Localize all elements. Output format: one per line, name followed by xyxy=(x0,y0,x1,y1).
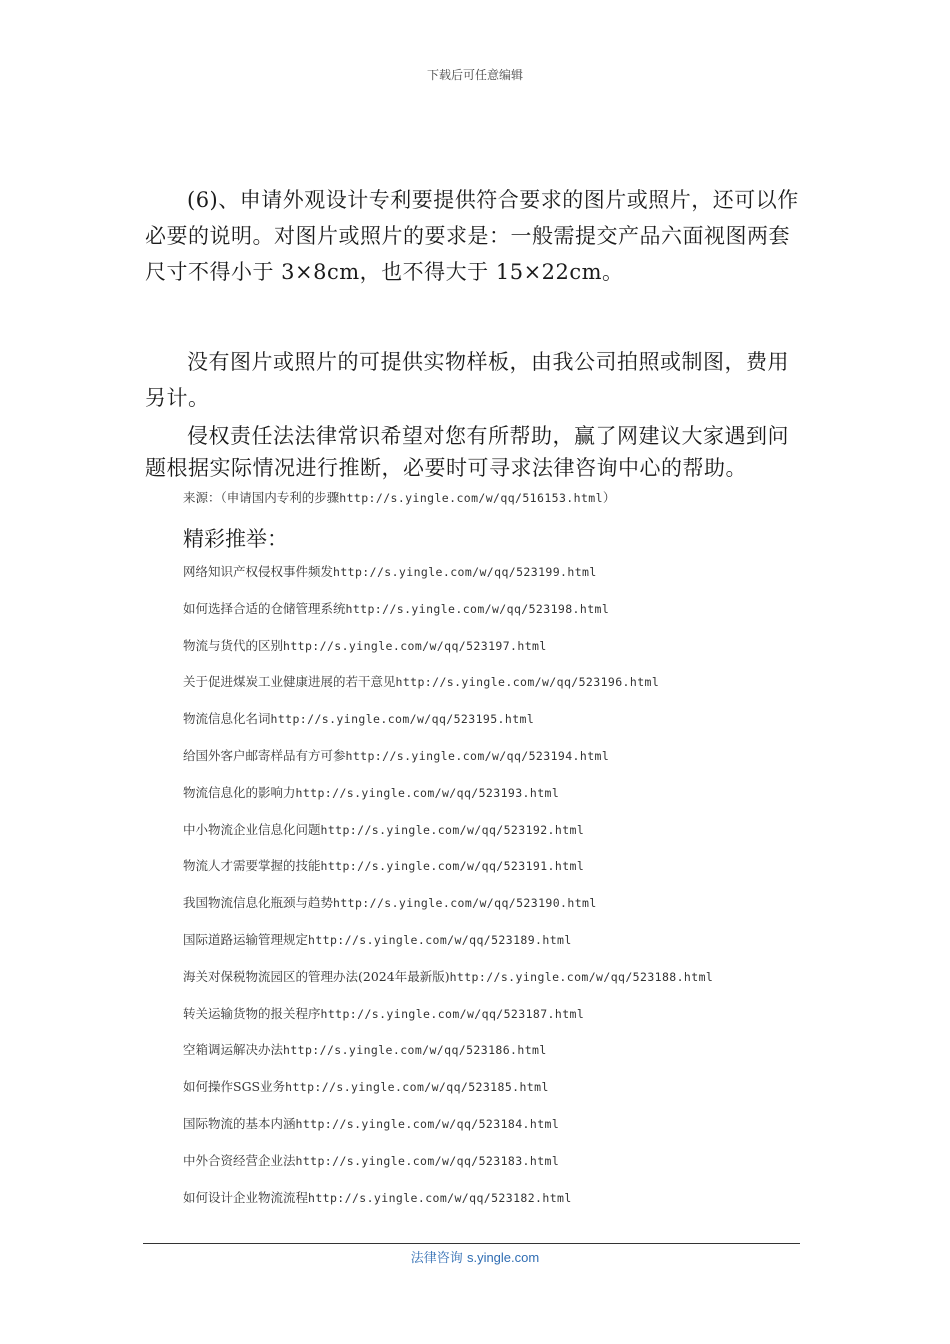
list-item-title: 如何设计企业物流流程 xyxy=(183,1189,309,1205)
list-item-title: 物流信息化名词 xyxy=(183,711,271,727)
list-item xyxy=(183,1002,823,1039)
list-item-link[interactable]: http://s.yingle.com/w/qq/523191.html xyxy=(320,859,585,874)
list-item-title: 海关对保税物流园区的管理办法(2024年最新版) xyxy=(183,968,450,984)
list-item xyxy=(183,1075,823,1112)
list-item-link[interactable]: http://s.yingle.com/w/qq/523184.html xyxy=(295,1116,560,1131)
list-item-link[interactable]: http://s.yingle.com/w/qq/523192.html xyxy=(320,822,585,837)
source-link[interactable]: http://s.yingle.com/w/qq/516153.html xyxy=(339,491,603,505)
list-item xyxy=(183,707,823,744)
list-item xyxy=(183,1149,823,1186)
list-item xyxy=(183,781,823,818)
list-item-link[interactable]: http://s.yingle.com/w/qq/523190.html xyxy=(333,896,597,911)
list-item-title: 转关运输货物的报关程序 xyxy=(183,1005,321,1021)
list-item xyxy=(183,965,823,1002)
list-item xyxy=(183,928,823,965)
page-footer xyxy=(0,1247,950,1266)
list-item-title: 中小物流企业信息化问题 xyxy=(183,821,321,837)
paragraph-design-patent-requirements: (6)、申请外观设计专利要提供符合要求的图片或照片，还可以作必要的说明。对图片或照片的要求是：一般需提交产品六面视图两套尺寸不得小于 3×8cm，也不得大于 15×22cm。 xyxy=(145,188,799,284)
source-prefix: 来源：（申请国内专利的步骤 xyxy=(183,490,340,505)
list-item-link[interactable]: http://s.yingle.com/w/qq/523186.html xyxy=(283,1043,547,1058)
list-item-title: 关于促进煤炭工业健康进展的若干意见 xyxy=(183,674,396,690)
list-item xyxy=(183,818,823,855)
paragraph-closing-note: 侵权责任法法律常识希望对您有所帮助，赢了网建议大家遇到问题根据实际情况进行推断，必要时可寻求法律咨询中心的帮助。 xyxy=(145,424,789,480)
source-line xyxy=(183,488,615,506)
list-item-title: 物流与货代的区别 xyxy=(183,637,284,653)
list-item xyxy=(183,560,823,597)
list-item-title: 网络知识产权侵权事件频发 xyxy=(183,564,334,579)
list-item-link[interactable]: http://s.yingle.com/w/qq/523195.html xyxy=(270,712,535,727)
list-item xyxy=(183,1186,823,1223)
list-item-title: 我国物流信息化瓶颈与趋势 xyxy=(183,895,334,911)
list-item-link[interactable]: http://s.yingle.com/w/qq/523187.html xyxy=(320,1006,585,1021)
list-item-link[interactable]: http://s.yingle.com/w/qq/523183.html xyxy=(295,1153,560,1168)
list-item xyxy=(183,634,823,671)
footer-label: 法律咨询 xyxy=(410,1251,463,1266)
list-item-link[interactable]: http://s.yingle.com/w/qq/523199.html xyxy=(333,565,597,579)
list-item xyxy=(183,891,823,928)
list-item xyxy=(183,744,823,781)
list-item-title: 物流信息化的影响力 xyxy=(183,784,296,800)
list-item xyxy=(183,854,823,891)
list-item-title: 物流人才需要掌握的技能 xyxy=(183,858,321,874)
recommended-list xyxy=(183,560,823,1222)
page-header: 下载后可任意编辑 xyxy=(426,68,523,82)
list-item-title: 空箱调运解决办法 xyxy=(183,1042,284,1058)
list-item xyxy=(183,670,823,707)
list-item-link[interactable]: http://s.yingle.com/w/qq/523197.html xyxy=(283,638,547,653)
list-item-link[interactable]: http://s.yingle.com/w/qq/523182.html xyxy=(308,1190,572,1205)
list-item-link[interactable]: http://s.yingle.com/w/qq/523189.html xyxy=(308,932,572,947)
footer-divider xyxy=(143,1243,800,1244)
list-item-title: 如何选择合适的仓储管理系统 xyxy=(183,600,346,616)
list-item-link[interactable]: http://s.yingle.com/w/qq/523198.html xyxy=(345,601,610,616)
paragraph-sample-note: 没有图片或照片的可提供实物样板，由我公司拍照或制图，费用另计。 xyxy=(145,350,789,410)
list-item-link[interactable]: http://s.yingle.com/w/qq/523193.html xyxy=(295,785,560,800)
source-suffix: ） xyxy=(602,490,616,505)
list-item-title: 给国外客户邮寄样品有方可参 xyxy=(183,747,346,763)
footer-domain-link[interactable]: s.yingle.com xyxy=(466,1250,540,1265)
list-item xyxy=(183,1112,823,1149)
list-item-title: 如何操作SGS业务 xyxy=(183,1079,286,1095)
highlights-title: 精彩推举： xyxy=(183,527,288,551)
list-item-title: 国际道路运输管理规定 xyxy=(183,931,309,947)
list-item-link[interactable]: http://s.yingle.com/w/qq/523194.html xyxy=(345,748,610,763)
list-item-title: 国际物流的基本内涵 xyxy=(183,1115,296,1131)
list-item-title: 中外合资经营企业法 xyxy=(183,1152,296,1168)
list-item-link[interactable]: http://s.yingle.com/w/qq/523185.html xyxy=(285,1080,549,1095)
list-item-link[interactable]: http://s.yingle.com/w/qq/523196.html xyxy=(395,675,660,690)
list-item-link[interactable]: http://s.yingle.com/w/qq/523188.html xyxy=(449,969,714,984)
list-item xyxy=(183,1038,823,1075)
list-item xyxy=(183,597,823,634)
